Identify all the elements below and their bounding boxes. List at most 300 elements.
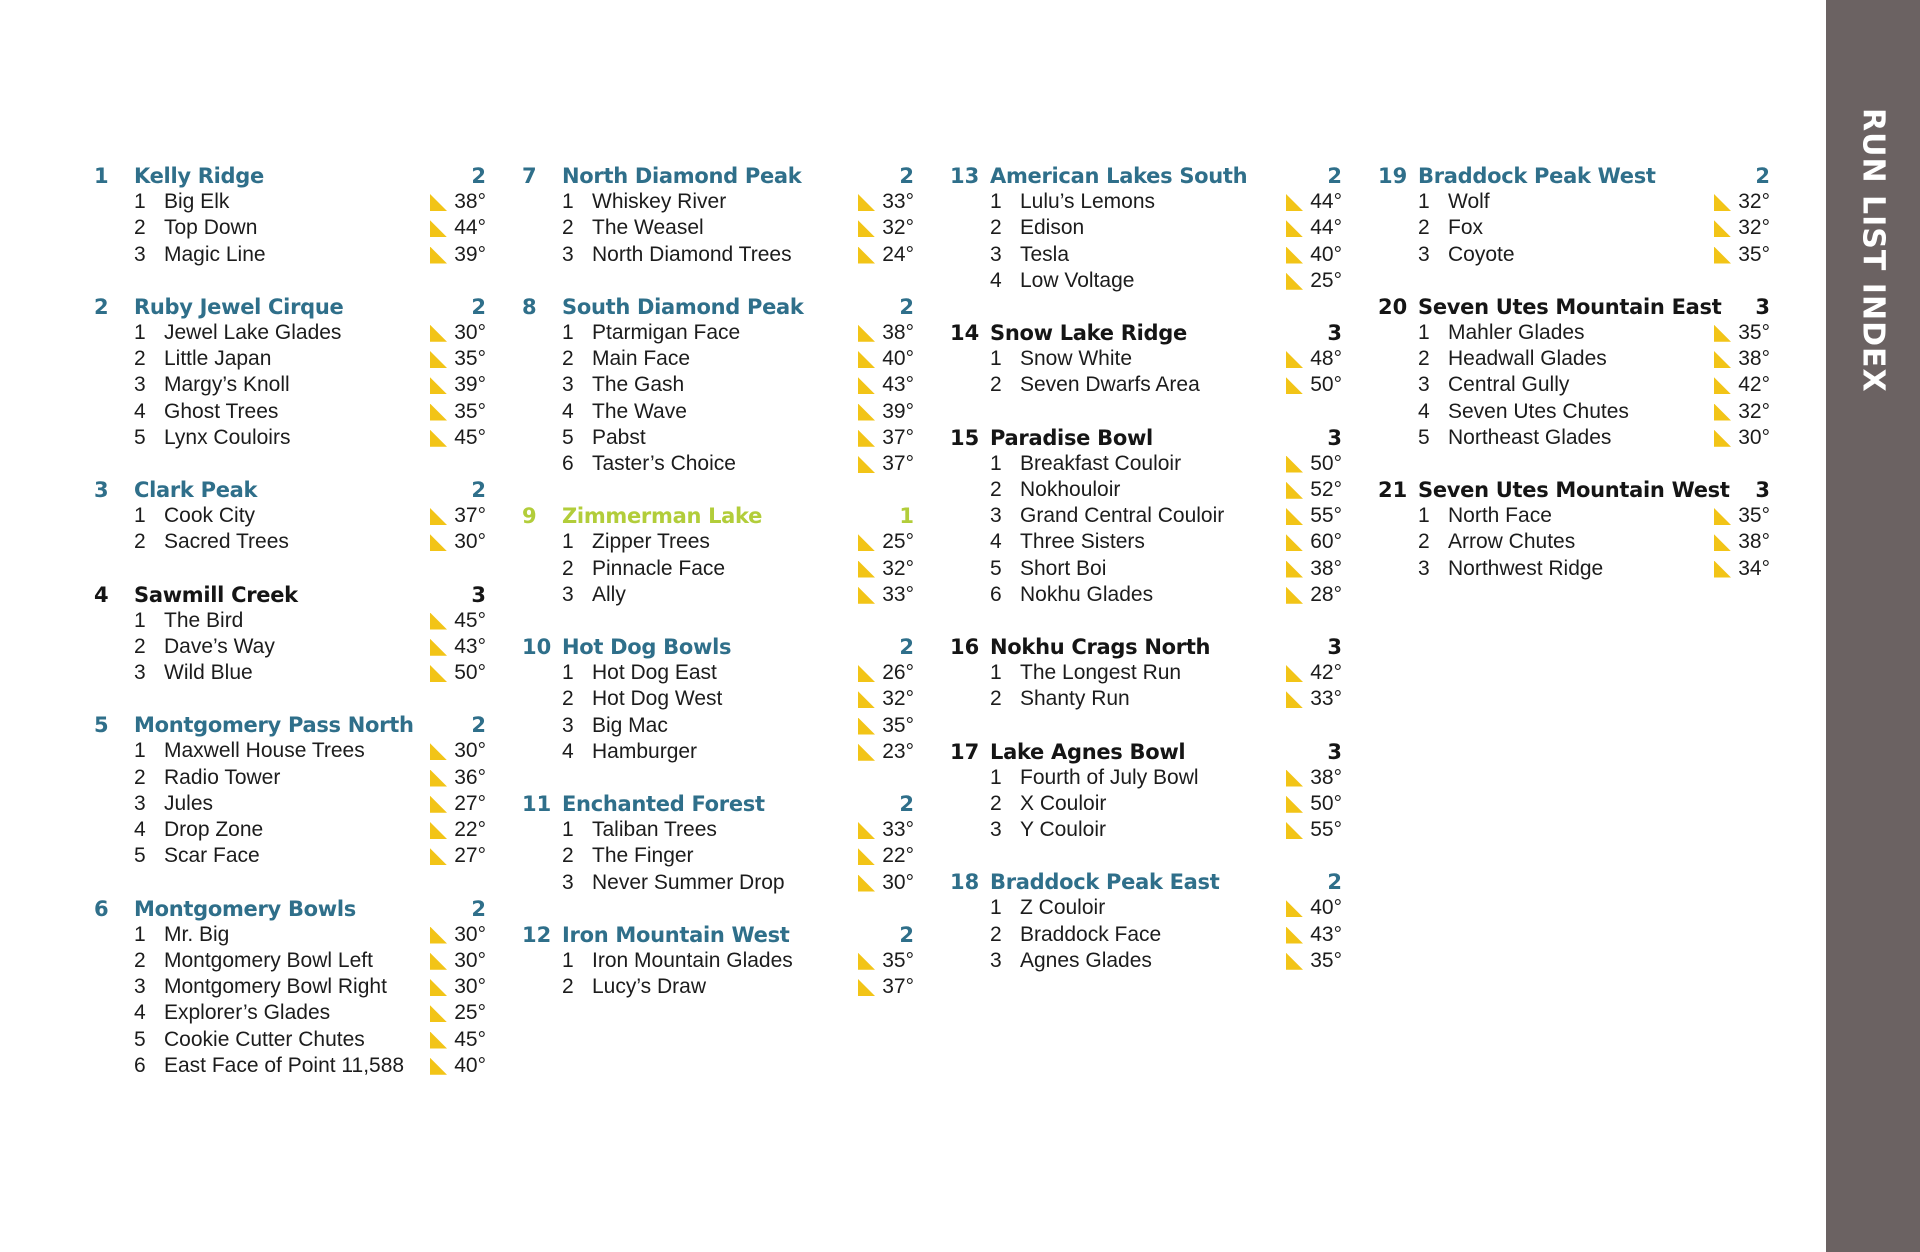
area-number: 20 xyxy=(1378,294,1408,319)
area-header[interactable] xyxy=(950,739,1350,765)
run-row[interactable] xyxy=(94,660,494,686)
run-row[interactable] xyxy=(950,922,1350,948)
run-row[interactable] xyxy=(950,895,1350,921)
area-header[interactable] xyxy=(950,163,1350,189)
area-header[interactable] xyxy=(522,791,922,817)
slope-angle: 27° xyxy=(454,844,486,868)
run-number: 3 xyxy=(134,661,146,684)
area-block xyxy=(94,163,494,268)
run-row[interactable] xyxy=(1378,503,1778,529)
slope-angle: 33° xyxy=(1310,687,1342,711)
slope-angle: 34° xyxy=(1738,556,1770,580)
run-row[interactable] xyxy=(522,739,922,765)
run-name: The Finger xyxy=(592,844,694,868)
difficulty-level: 1 xyxy=(899,504,914,529)
area-number: 8 xyxy=(522,294,537,319)
slope-angle-icon xyxy=(1714,404,1731,421)
run-name: Mr. Big xyxy=(164,922,230,946)
area-block xyxy=(522,791,922,896)
run-row[interactable] xyxy=(522,843,922,869)
slope-angle: 39° xyxy=(454,242,486,266)
run-row[interactable] xyxy=(94,529,494,555)
run-name: Radio Tower xyxy=(164,765,281,789)
slope-angle: 38° xyxy=(882,320,914,344)
run-row[interactable] xyxy=(522,582,922,608)
slope-angle: 30° xyxy=(882,870,914,894)
slope-angle: 30° xyxy=(454,530,486,554)
run-row[interactable] xyxy=(94,765,494,791)
run-number: 3 xyxy=(1418,242,1430,266)
difficulty-level: 3 xyxy=(1327,425,1342,450)
area-block xyxy=(950,163,1350,294)
area-header[interactable] xyxy=(522,922,922,948)
run-number: 3 xyxy=(1418,556,1430,580)
run-row[interactable] xyxy=(522,686,922,712)
area-header[interactable] xyxy=(94,163,494,189)
run-number: 3 xyxy=(134,791,146,815)
area-header[interactable] xyxy=(94,582,494,608)
run-number: 3 xyxy=(134,373,146,397)
slope-angle: 55° xyxy=(1310,504,1342,527)
area-name: Kelly Ridge xyxy=(134,164,264,188)
slope-angle: 50° xyxy=(1310,791,1342,815)
area-block xyxy=(950,425,1350,609)
run-row[interactable] xyxy=(950,346,1350,372)
slope-angle-icon xyxy=(430,770,447,787)
slope-angle: 37° xyxy=(882,975,914,998)
slope-angle-icon xyxy=(1286,796,1303,813)
slope-angle: 30° xyxy=(1738,425,1770,449)
run-name: Main Face xyxy=(592,347,691,370)
slope-angle: 48° xyxy=(1310,347,1342,370)
section-side-tab xyxy=(1826,0,1920,1252)
difficulty-level: 2 xyxy=(1327,870,1342,895)
run-number: 6 xyxy=(990,582,1002,606)
run-number: 2 xyxy=(134,634,146,658)
run-name: Cook City xyxy=(164,504,256,527)
area-block xyxy=(94,712,494,869)
slope-angle-icon xyxy=(1286,953,1303,970)
run-name: Little Japan xyxy=(164,347,272,370)
slope-angle: 45° xyxy=(454,1027,486,1051)
area-number: 1 xyxy=(94,164,109,188)
run-number: 1 xyxy=(562,948,574,972)
area-header[interactable] xyxy=(522,634,922,660)
area-block xyxy=(950,634,1350,713)
run-row[interactable] xyxy=(522,556,922,582)
run-row[interactable] xyxy=(522,215,922,241)
run-name: North Face xyxy=(1448,504,1552,527)
run-number: 3 xyxy=(990,504,1002,527)
slope-angle-icon xyxy=(1286,770,1303,787)
run-number: 3 xyxy=(990,948,1002,972)
slope-angle: 32° xyxy=(1738,190,1770,213)
area-name: Snow Lake Ridge xyxy=(990,321,1187,345)
run-row[interactable] xyxy=(950,215,1350,241)
slope-angle: 40° xyxy=(1310,896,1342,920)
slope-angle-icon xyxy=(430,194,447,211)
run-row[interactable] xyxy=(950,503,1350,529)
run-number: 2 xyxy=(134,216,146,240)
slope-angle-icon xyxy=(858,561,875,578)
run-row[interactable] xyxy=(94,372,494,398)
run-row[interactable] xyxy=(94,346,494,372)
area-header[interactable] xyxy=(94,294,494,320)
run-number: 1 xyxy=(990,347,1002,370)
run-row[interactable] xyxy=(94,320,494,346)
run-row[interactable] xyxy=(522,346,922,372)
run-number: 5 xyxy=(990,556,1002,580)
slope-angle: 30° xyxy=(454,739,486,763)
run-row[interactable] xyxy=(1378,320,1778,346)
run-row[interactable] xyxy=(94,425,494,451)
run-name: Hamburger xyxy=(592,739,698,763)
run-row[interactable] xyxy=(950,582,1350,608)
run-name: Hot Dog East xyxy=(592,661,717,684)
run-number: 2 xyxy=(1418,347,1430,370)
run-row[interactable] xyxy=(94,738,494,764)
run-row[interactable] xyxy=(1378,372,1778,398)
slope-angle: 43° xyxy=(1310,922,1342,946)
run-row[interactable] xyxy=(522,425,922,451)
slope-angle: 33° xyxy=(882,190,914,213)
run-number: 1 xyxy=(990,451,1002,475)
run-row[interactable] xyxy=(522,451,922,477)
run-name: Three Sisters xyxy=(1020,530,1145,554)
slope-angle: 27° xyxy=(454,791,486,815)
run-number: 2 xyxy=(1418,216,1430,240)
difficulty-level: 2 xyxy=(899,635,914,659)
run-row[interactable] xyxy=(522,242,922,268)
difficulty-level: 2 xyxy=(471,896,486,921)
run-row[interactable] xyxy=(950,948,1350,974)
slope-angle: 30° xyxy=(454,922,486,946)
run-number: 2 xyxy=(134,948,146,972)
slope-angle: 60° xyxy=(1310,530,1342,554)
area-name: Braddock Peak East xyxy=(990,870,1220,895)
slope-angle: 35° xyxy=(882,713,914,737)
run-name: Never Summer Drop xyxy=(592,870,785,894)
run-row[interactable] xyxy=(950,791,1350,817)
run-row[interactable] xyxy=(94,242,494,268)
slope-angle-icon xyxy=(858,247,875,264)
area-name: Enchanted Forest xyxy=(562,792,765,816)
slope-angle-icon xyxy=(1714,561,1731,578)
run-number: 1 xyxy=(990,765,1002,789)
run-name: Iron Mountain Glades xyxy=(592,948,793,972)
slope-angle-icon xyxy=(430,351,447,368)
run-name: Big Elk xyxy=(164,190,230,213)
run-number: 2 xyxy=(562,844,574,868)
run-row[interactable] xyxy=(94,189,494,215)
run-number: 4 xyxy=(990,530,1002,554)
run-name: Whiskey River xyxy=(592,190,727,213)
slope-angle: 38° xyxy=(1310,556,1342,580)
run-number: 5 xyxy=(134,1027,146,1051)
run-number: 3 xyxy=(562,713,574,737)
run-row[interactable] xyxy=(950,268,1350,294)
run-row[interactable] xyxy=(950,660,1350,686)
run-name: Northeast Glades xyxy=(1448,425,1612,449)
difficulty-level: 2 xyxy=(899,164,914,188)
slope-angle: 23° xyxy=(882,739,914,763)
slope-angle-icon xyxy=(1286,456,1303,473)
area-header[interactable] xyxy=(94,712,494,738)
run-row[interactable] xyxy=(94,791,494,817)
area-header[interactable] xyxy=(950,634,1350,660)
run-name: Lynx Couloirs xyxy=(164,425,291,449)
slope-angle-icon xyxy=(858,691,875,708)
run-row[interactable] xyxy=(94,817,494,843)
run-name: Dave’s Way xyxy=(164,634,275,658)
run-row[interactable] xyxy=(522,660,922,686)
run-number: 2 xyxy=(134,530,146,554)
slope-angle-icon xyxy=(1286,247,1303,264)
run-row[interactable] xyxy=(94,503,494,529)
slope-angle: 39° xyxy=(882,399,914,423)
slope-angle: 35° xyxy=(1738,504,1770,527)
run-row[interactable] xyxy=(1378,556,1778,582)
slope-angle-icon xyxy=(858,325,875,342)
slope-angle: 52° xyxy=(1310,477,1342,501)
slope-angle: 45° xyxy=(454,425,486,449)
difficulty-level: 2 xyxy=(899,922,914,947)
slope-angle: 30° xyxy=(454,975,486,998)
run-row[interactable] xyxy=(522,189,922,215)
run-name: Maxwell House Trees xyxy=(164,739,365,763)
run-number: 3 xyxy=(562,870,574,894)
slope-angle-icon xyxy=(430,377,447,394)
slope-angle-icon xyxy=(430,325,447,342)
run-name: Z Couloir xyxy=(1020,896,1106,920)
area-number: 9 xyxy=(522,504,537,529)
run-name: Explorer’s Glades xyxy=(164,1001,331,1025)
slope-angle: 28° xyxy=(1310,582,1342,606)
run-row[interactable] xyxy=(950,189,1350,215)
run-name: Lulu’s Lemons xyxy=(1020,190,1156,213)
area-number: 17 xyxy=(950,739,980,764)
slope-angle-icon xyxy=(430,404,447,421)
run-number: 1 xyxy=(990,190,1002,213)
slope-angle: 50° xyxy=(1310,373,1342,397)
run-row[interactable] xyxy=(950,817,1350,843)
slope-angle-icon xyxy=(1714,247,1731,264)
area-number: 11 xyxy=(522,792,552,816)
slope-angle-icon xyxy=(430,848,447,865)
run-row[interactable] xyxy=(1378,346,1778,372)
run-row[interactable] xyxy=(94,948,494,974)
area-header[interactable] xyxy=(1378,477,1778,503)
run-name: Nokhu Glades xyxy=(1020,582,1154,606)
area-header[interactable] xyxy=(950,425,1350,451)
run-number: 1 xyxy=(134,739,146,763)
difficulty-level: 3 xyxy=(1327,739,1342,764)
slope-angle-icon xyxy=(430,665,447,682)
index-column-2 xyxy=(522,163,922,1026)
slope-angle: 25° xyxy=(1310,268,1342,292)
slope-angle: 44° xyxy=(1310,216,1342,240)
slope-angle: 40° xyxy=(454,1053,486,1077)
run-row[interactable] xyxy=(1378,215,1778,241)
run-name: Breakfast Couloir xyxy=(1020,451,1182,475)
area-block xyxy=(950,869,1350,974)
run-number: 2 xyxy=(990,373,1002,397)
slope-angle: 38° xyxy=(1738,347,1770,370)
run-name: Low Voltage xyxy=(1020,268,1135,292)
run-row[interactable] xyxy=(522,948,922,974)
run-row[interactable] xyxy=(1378,189,1778,215)
run-number: 3 xyxy=(562,242,574,266)
slope-angle-icon xyxy=(1714,194,1731,211)
run-number: 1 xyxy=(562,190,574,213)
difficulty-level: 2 xyxy=(1327,164,1342,188)
run-number: 4 xyxy=(134,1001,146,1025)
run-row[interactable] xyxy=(94,974,494,1000)
run-name: Pinnacle Face xyxy=(592,556,726,580)
run-row[interactable] xyxy=(522,399,922,425)
slope-angle-icon xyxy=(430,534,447,551)
run-row[interactable] xyxy=(950,372,1350,398)
area-header[interactable] xyxy=(522,163,922,189)
slope-angle: 32° xyxy=(1738,216,1770,240)
run-row[interactable] xyxy=(94,1000,494,1026)
run-row[interactable] xyxy=(950,477,1350,503)
difficulty-level: 2 xyxy=(1755,164,1770,188)
run-row[interactable] xyxy=(94,399,494,425)
run-row[interactable] xyxy=(94,634,494,660)
area-header[interactable] xyxy=(950,869,1350,895)
run-row[interactable] xyxy=(1378,242,1778,268)
run-name: East Face of Point 11,588 xyxy=(164,1053,405,1077)
difficulty-level: 3 xyxy=(1755,478,1770,502)
slope-angle: 37° xyxy=(454,504,486,527)
run-number: 4 xyxy=(990,268,1002,292)
slope-angle-icon xyxy=(430,743,447,760)
run-name: Big Mac xyxy=(592,713,668,737)
slope-angle-icon xyxy=(858,456,875,473)
run-number: 1 xyxy=(134,504,146,527)
run-row[interactable] xyxy=(1378,399,1778,425)
run-name: Zipper Trees xyxy=(592,530,710,554)
slope-angle: 42° xyxy=(1310,661,1342,684)
area-header[interactable] xyxy=(522,294,922,320)
slope-angle: 35° xyxy=(454,347,486,370)
area-number: 7 xyxy=(522,164,537,188)
run-number: 1 xyxy=(562,818,574,841)
area-header[interactable] xyxy=(522,503,922,529)
run-name: Coyote xyxy=(1448,242,1515,266)
run-row[interactable] xyxy=(950,242,1350,268)
slope-angle: 22° xyxy=(882,844,914,868)
run-row[interactable] xyxy=(950,556,1350,582)
area-block xyxy=(522,922,922,1001)
area-block xyxy=(94,582,494,687)
run-row[interactable] xyxy=(522,529,922,555)
run-row[interactable] xyxy=(94,1027,494,1053)
run-row[interactable] xyxy=(1378,425,1778,451)
slope-angle-icon xyxy=(1286,534,1303,551)
run-name: X Couloir xyxy=(1020,791,1107,815)
area-block xyxy=(522,163,922,268)
area-number: 4 xyxy=(94,582,109,607)
run-number: 2 xyxy=(990,477,1002,501)
run-name: Agnes Glades xyxy=(1020,948,1152,972)
area-header[interactable] xyxy=(950,320,1350,346)
slope-angle-icon xyxy=(1714,325,1731,342)
run-row[interactable] xyxy=(950,451,1350,477)
difficulty-level: 2 xyxy=(471,478,486,502)
slope-angle-icon xyxy=(430,430,447,447)
run-row[interactable] xyxy=(950,765,1350,791)
run-number: 2 xyxy=(562,556,574,580)
run-row[interactable] xyxy=(950,529,1350,555)
run-row[interactable] xyxy=(522,974,922,1000)
run-number: 1 xyxy=(1418,320,1430,344)
slope-angle: 40° xyxy=(1310,242,1342,266)
run-row[interactable] xyxy=(94,1053,494,1079)
run-number: 2 xyxy=(990,216,1002,240)
run-row[interactable] xyxy=(522,372,922,398)
difficulty-level: 2 xyxy=(471,294,486,319)
area-block xyxy=(950,739,1350,844)
run-number: 2 xyxy=(134,765,146,789)
area-name: Montgomery Bowls xyxy=(134,896,356,921)
run-number: 3 xyxy=(990,242,1002,266)
area-header[interactable] xyxy=(94,896,494,922)
run-row[interactable] xyxy=(522,713,922,739)
area-header[interactable] xyxy=(1378,163,1778,189)
run-row[interactable] xyxy=(522,870,922,896)
run-row[interactable] xyxy=(1378,529,1778,555)
area-header[interactable] xyxy=(94,477,494,503)
slope-angle-icon xyxy=(1286,377,1303,394)
area-block xyxy=(1378,163,1778,268)
slope-angle-icon xyxy=(858,822,875,839)
slope-angle-icon xyxy=(858,744,875,761)
run-row[interactable] xyxy=(522,817,922,843)
run-row[interactable] xyxy=(94,843,494,869)
run-number: 4 xyxy=(562,739,574,763)
slope-angle: 43° xyxy=(882,373,914,397)
area-name: Montgomery Pass North xyxy=(134,713,414,738)
run-number: 2 xyxy=(562,216,574,240)
slope-angle-icon xyxy=(430,613,447,630)
run-number: 1 xyxy=(562,530,574,554)
area-name: Iron Mountain West xyxy=(562,922,790,947)
slope-angle: 37° xyxy=(882,425,914,449)
slope-angle: 33° xyxy=(882,818,914,841)
slope-angle: 44° xyxy=(1310,190,1342,213)
run-name: Central Gully xyxy=(1448,373,1570,397)
area-name: Clark Peak xyxy=(134,478,258,502)
run-row[interactable] xyxy=(94,608,494,634)
run-number: 1 xyxy=(1418,190,1430,213)
area-name: American Lakes South xyxy=(990,164,1248,188)
run-name: Headwall Glades xyxy=(1448,347,1607,370)
slope-angle: 32° xyxy=(882,556,914,580)
run-row[interactable] xyxy=(950,686,1350,712)
run-row[interactable] xyxy=(522,320,922,346)
run-number: 2 xyxy=(562,347,574,370)
run-number: 2 xyxy=(990,791,1002,815)
run-row[interactable] xyxy=(94,922,494,948)
run-row[interactable] xyxy=(94,215,494,241)
slope-angle-icon xyxy=(1286,665,1303,682)
slope-angle-icon xyxy=(430,1032,447,1049)
run-name: The Longest Run xyxy=(1020,661,1182,684)
area-name: North Diamond Peak xyxy=(562,164,802,188)
area-header[interactable] xyxy=(1378,294,1778,320)
